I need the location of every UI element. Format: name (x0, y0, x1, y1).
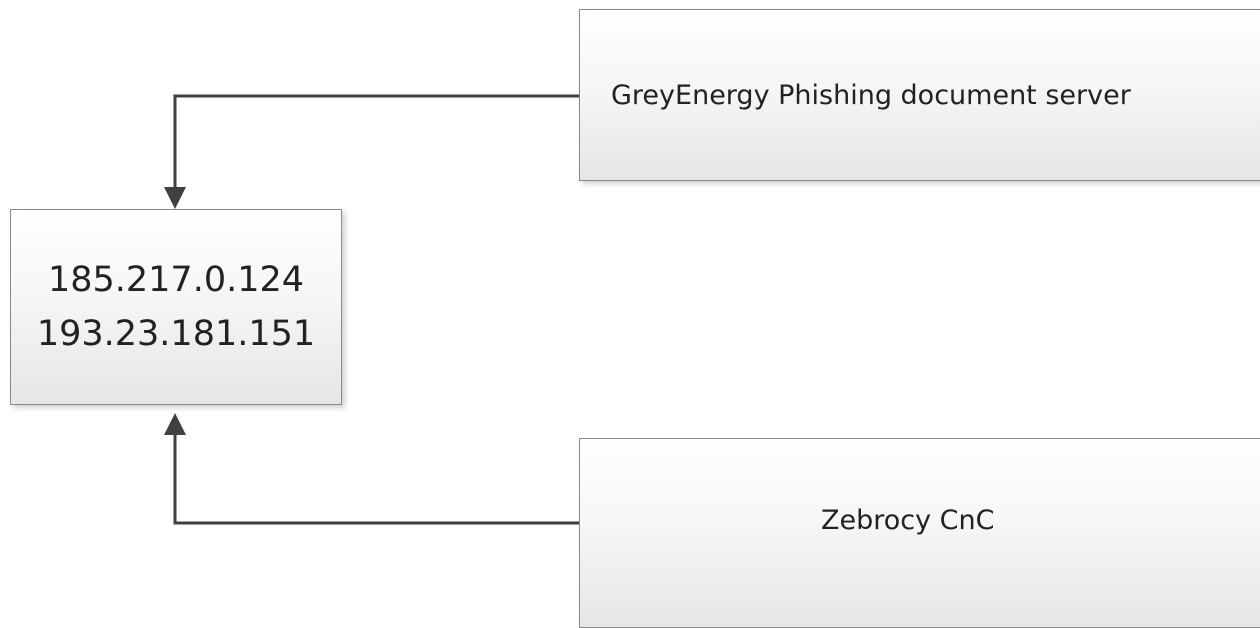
ip-address-node (10, 209, 342, 405)
phishing-server-label: GreyEnergy Phishing document server (611, 80, 1131, 111)
ip-address-2: 193.23.181.151 (36, 314, 316, 354)
phishing-server-node (579, 9, 1260, 181)
phishing-to-ip-arrowhead (164, 187, 186, 209)
zebrocy-to-ip-arrowhead (164, 413, 186, 435)
zebrocy-cnc-node (579, 438, 1260, 628)
phishing-to-ip-connector (175, 96, 579, 190)
zebrocy-cnc-label: Zebrocy CnC (821, 505, 995, 536)
zebrocy-to-ip-connector (175, 432, 579, 523)
ip-address-1: 185.217.0.124 (47, 260, 305, 300)
